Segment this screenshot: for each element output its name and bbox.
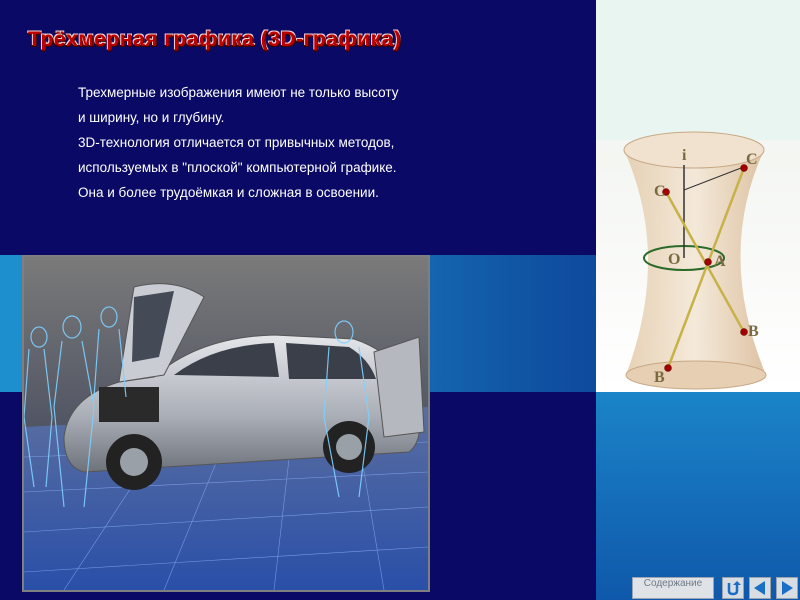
contents-button[interactable] [632, 577, 714, 599]
next-icon [777, 578, 797, 598]
label-b2: B [654, 369, 665, 386]
hyperboloid-drawing [596, 0, 800, 392]
body-line: Трехмерные изображения имеют не только высоту [78, 85, 399, 100]
return-icon [723, 578, 743, 598]
label-i: i [682, 147, 687, 164]
page-title: Трёхмерная графика (3D-графика) [28, 28, 402, 51]
background-strip [0, 392, 22, 600]
label-a: A [714, 253, 726, 270]
car-scene-image [24, 257, 428, 590]
next-button[interactable] [776, 577, 798, 599]
previous-icon [750, 578, 770, 598]
background-band-right [596, 392, 800, 600]
label-c1: C [654, 183, 666, 200]
body-line: Она и более трудоёмкая и сложная в освоении. [78, 185, 379, 200]
label-b1: B [748, 323, 759, 340]
body-line: используемых в "плоской" компьютерной графике. [78, 160, 397, 175]
previous-button[interactable] [749, 577, 771, 599]
body-line: и ширину, но и глубину. [78, 110, 225, 125]
label-o: O [668, 251, 681, 268]
body-line: 3D-технология отличается от привычных методов, [78, 135, 395, 150]
label-c2: C [746, 151, 758, 168]
body-text [78, 80, 478, 205]
contents-label: Содержание [643, 578, 703, 589]
hyperboloid-diagram [596, 0, 800, 392]
return-button[interactable] [722, 577, 744, 599]
car-3d-illustration [22, 255, 430, 592]
